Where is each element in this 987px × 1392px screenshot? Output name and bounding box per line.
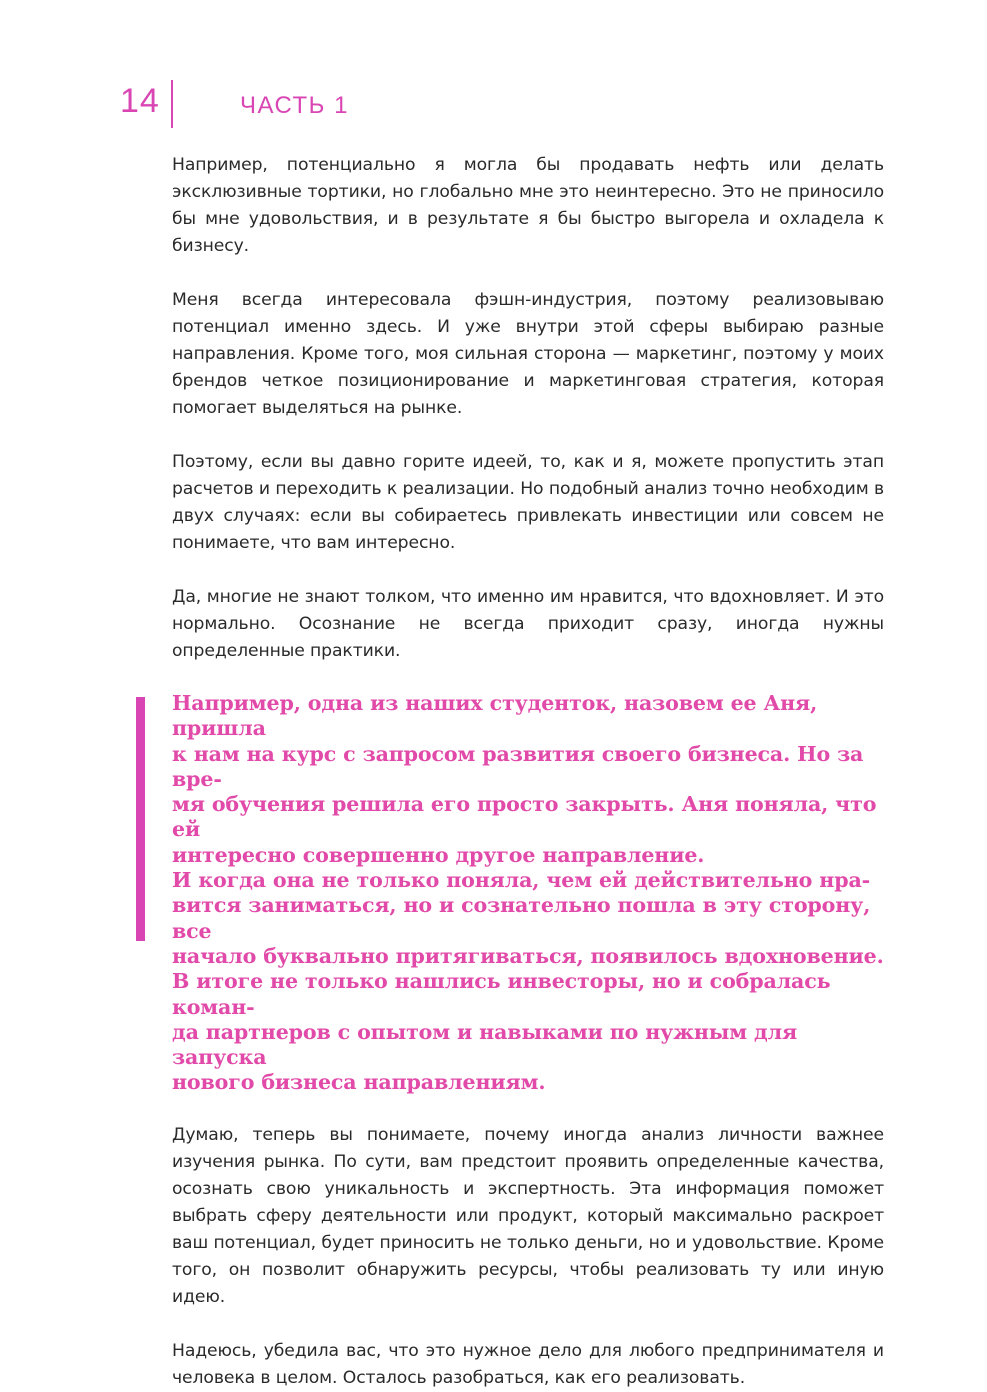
callout-line: В итоге не только нашлись инвесторы, но и собралась коман- <box>172 969 831 1019</box>
callout-line: нового бизнеса направлениям. <box>172 1070 546 1095</box>
callout-line: интересно совершенно другое направление. <box>172 842 705 867</box>
callout-quote <box>172 691 884 1096</box>
callout-line: вится заниматься, но и сознательно пошла в эту сторону, все <box>172 893 871 943</box>
paragraph-4: Да, многие не знают толком, что именно им нравится, что вдохновляет. И это нормально. Осознание не всегда приходит сразу, иногда нужны определенные практики. <box>172 587 884 661</box>
paragraph-2: Меня всегда интересовала фэшн-индустрия, поэтому реализовываю потенциал именно здесь. И уже внутри этой сферы выбираю разные направления. Кроме того, моя сильная сторона — маркетинг, поэтому у моих брендов четкое позиционирование и маркетинговая стратегия, которая помогает выделяться на рынке. <box>172 290 884 418</box>
callout-line: да партнеров с опытом и навыками по нужным для запуска <box>172 1019 798 1070</box>
main-text-column <box>172 152 884 1392</box>
page-number: 14 <box>120 82 160 120</box>
paragraph-6: Надеюсь, убедила вас, что это нужное дело для любого предпринимателя и человека в целом. Осталось разобраться, как его реализовать. <box>172 1340 884 1388</box>
callout-line: И когда она не только поняла, чем ей действительно нра- <box>172 868 871 893</box>
paragraph-3: Поэтому, если вы давно горите идеей, то, как и я, можете пропустить этап расчетов и переходить к реализации. Но подобный анализ точно необходим в двух случаях: если вы собираетесь привлекать инвестиции или совсем не понимаете, что вам интересно. <box>172 452 884 553</box>
section-title: ЧАСТЬ 1 <box>240 92 349 119</box>
callout-line: Например, одна из наших студенток, назовем ее Аня, пришла <box>172 691 818 741</box>
callout-line: начало буквально притягиваться, появилось вдохновение. <box>172 943 884 968</box>
paragraph-1: Например, потенциально я могла бы продавать нефть или делать эксклюзивные тортики, но глобально мне это неинтересно. Это не приносило бы мне удовольствия, и в результате я бы быстро выгорела и охладела к бизнесу. <box>172 155 884 256</box>
callout-line: к нам на курс с запросом развития своего бизнеса. Но за вре- <box>172 741 864 791</box>
callout-text <box>172 691 884 1096</box>
paragraph-5: Думаю, теперь вы понимаете, почему иногда анализ личности важнее изучения рынка. По сути, вам предстоит проявить определенные качества, осознать свою уникальность и экспертность. Эта информация поможет выбрать сферу деятельности или продукт, который максимально раскроет ваш потенциал, будет приносить не только деньги, но и удовольствие. Кроме того, он позволит обнаружить ресурсы, чтобы реализовать ту или иную идею. <box>172 1124 884 1307</box>
callout-accent-bar <box>136 697 145 941</box>
callout-line: мя обучения решила его просто закрыть. Аня поняла, что ей <box>172 792 877 842</box>
header-divider <box>171 80 173 128</box>
